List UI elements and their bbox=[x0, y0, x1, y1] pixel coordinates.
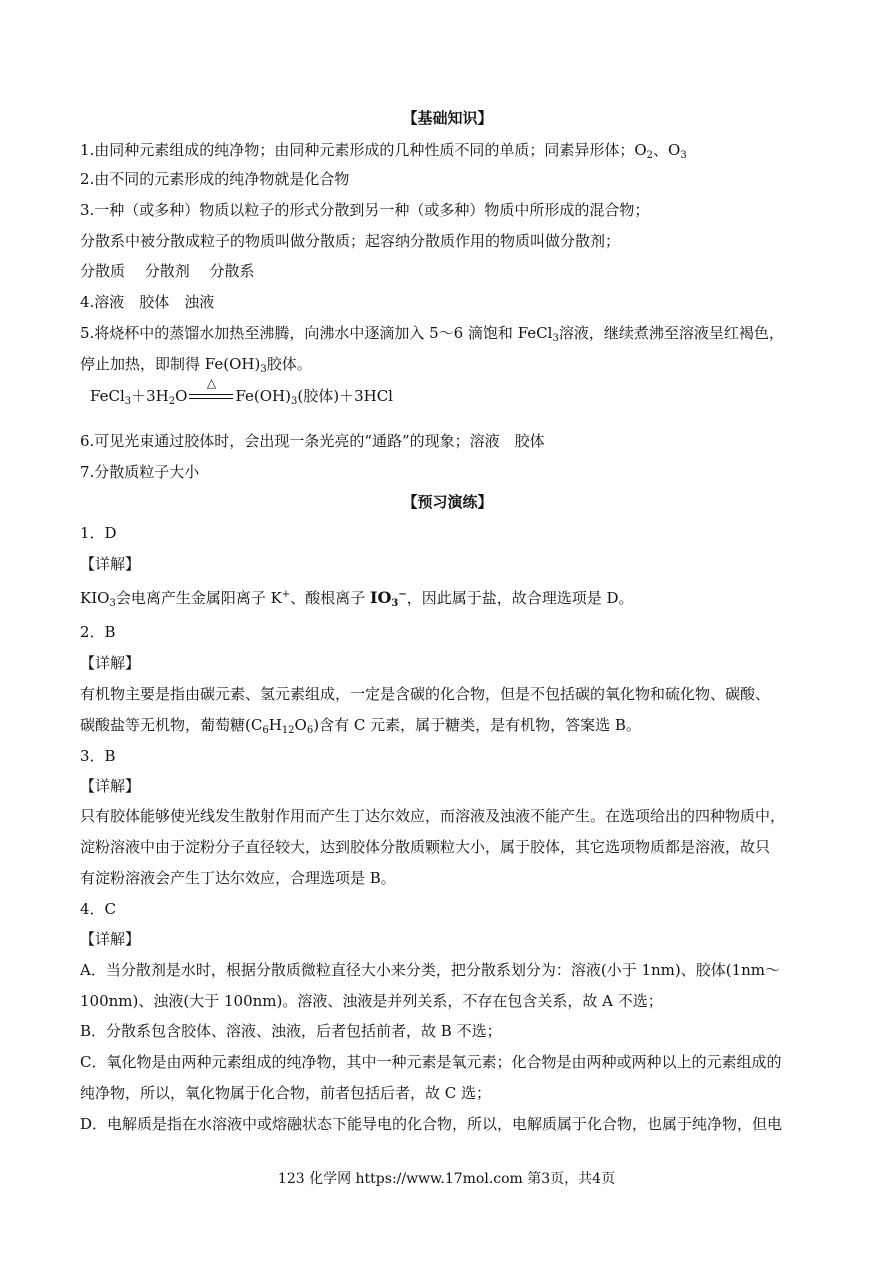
basic-line-3: 3.一种（或多种）物质以粒子的形式分散到另一种（或多种）物质中所形成的混合物； bbox=[80, 201, 650, 219]
text: Fe(OH) bbox=[235, 387, 291, 405]
answer-3-explanation-2: 淀粉溶液中由于淀粉分子直径较大，达到胶体分散质颗粒大小，属于胶体，其它选项物质都是溶液，故只 bbox=[80, 838, 771, 856]
text: )含有 C 元素，属于糖类，是有机物，答案选 B。 bbox=[313, 716, 641, 734]
subscript: 3 bbox=[260, 364, 267, 375]
detail-label: 【详解】 bbox=[80, 555, 141, 573]
subscript: 6 bbox=[306, 725, 314, 736]
answer-4: 4．C bbox=[80, 900, 117, 918]
subscript: 12 bbox=[281, 725, 295, 736]
detail-label: 【详解】 bbox=[80, 777, 141, 795]
basic-line-10: 7.分散质粒子大小 bbox=[80, 463, 200, 481]
basic-line-6: 4.溶液 胶体 浊液 bbox=[80, 293, 215, 311]
answer-4-option-b: B．分散系包含胶体、溶液、浊液，后者包括前者，故 B 不选； bbox=[80, 1022, 502, 1040]
text: H bbox=[268, 716, 282, 734]
subscript: 3 bbox=[552, 333, 559, 344]
basic-line-5: 分散质 分散剂 分散系 bbox=[80, 262, 255, 280]
superscript: + bbox=[281, 589, 291, 600]
detail-label: 【详解】 bbox=[80, 654, 141, 672]
basic-line-2: 2.由不同的元素形成的纯净物就是化合物 bbox=[80, 170, 350, 188]
text: (胶体)＋3HCl bbox=[297, 387, 393, 405]
answer-4-option-c-2: 纯净物，所以，氧化物属于化合物，前者包括后者，故 C 选； bbox=[80, 1084, 492, 1102]
answer-2-explanation-1: 有机物主要是指由碳元素、氢元素组成，一定是含碳的化合物，但是不包括碳的氧化物和硫化物、碳酸、 bbox=[80, 685, 771, 703]
answer-3-explanation-3: 有淀粉溶液会产生丁达尔效应，合理选项是 B。 bbox=[80, 869, 396, 887]
text: 1.由同种元素组成的纯净物；由同种元素形成的几种性质不同的单质；同素异形体；O bbox=[80, 141, 647, 159]
answer-2-explanation-2 bbox=[80, 715, 815, 735]
subscript: 3 bbox=[124, 396, 132, 407]
text: ，因此属于盐，故合理选项是 D。 bbox=[406, 589, 634, 607]
text: 、酸根离子 bbox=[290, 589, 370, 607]
equal-bar bbox=[189, 394, 233, 395]
answer-3: 3．B bbox=[80, 747, 116, 765]
text: O bbox=[175, 387, 188, 405]
answer-4-option-d-1: D．电解质是指在水溶液中或熔融状态下能导电的化合物，所以，电解质属于化合物，也属于纯净物，但电 bbox=[80, 1115, 783, 1133]
subscript: 3 bbox=[109, 598, 116, 609]
detail-label: 【详解】 bbox=[80, 930, 141, 948]
answer-2: 2．B bbox=[80, 623, 116, 641]
text: 、O bbox=[653, 141, 681, 159]
text: O bbox=[294, 716, 307, 734]
text: 溶液，继续煮沸至溶液呈红褐色， bbox=[558, 324, 784, 342]
text: 碳酸盐等无机物，葡萄糖(C bbox=[80, 716, 263, 734]
reaction-arrow bbox=[187, 376, 235, 407]
equal-bar bbox=[189, 398, 233, 399]
chemical-equation bbox=[90, 376, 393, 407]
superscript: − bbox=[398, 589, 407, 600]
text: FeCl bbox=[90, 387, 125, 405]
text: 胶体。 bbox=[266, 355, 312, 373]
basic-line-8 bbox=[80, 354, 815, 374]
subscript: 3 bbox=[290, 396, 298, 407]
subscript: 3 bbox=[680, 150, 687, 161]
text: 5.将烧杯中的蒸馏水加热至沸腾，向沸水中逐滴加入 5～6 滴饱和 FeCl bbox=[80, 324, 553, 342]
text: KIO bbox=[80, 589, 110, 607]
subscript: 2 bbox=[168, 396, 176, 407]
subscript: 6 bbox=[262, 725, 269, 736]
section-title-basic: 【基础知识】 bbox=[402, 109, 493, 127]
answer-1: 1．D bbox=[80, 524, 117, 542]
answer-4-option-a-1: A．当分散剂是水时，根据分散质微粒直径大小来分类，把分散系划分为：溶液(小于 1nm)、胶体(1nm～ bbox=[80, 961, 781, 979]
basic-line-7 bbox=[80, 323, 815, 343]
text: IO bbox=[369, 588, 392, 607]
subscript: 2 bbox=[646, 150, 653, 161]
text: 会电离产生金属阳离子 K bbox=[115, 589, 282, 607]
page-footer: 123 化学网 https://www.17mol.com 第3页，共4页 bbox=[277, 1171, 616, 1187]
answer-4-option-a-2: 100nm)、浊液(大于 100nm)。溶液、浊液是并列关系，不存在包含关系，故 A 不选； bbox=[80, 992, 663, 1010]
section-title-preview: 【预习演练】 bbox=[402, 493, 493, 511]
heat-condition: △ bbox=[206, 376, 217, 390]
text: ＋3H bbox=[131, 387, 169, 405]
basic-line-9: 6.可见光束通过胶体时，会出现一条光亮的“通路”的现象；溶液 胶体 bbox=[80, 432, 545, 450]
iodate-ion bbox=[370, 588, 407, 607]
subscript: 3 bbox=[391, 598, 399, 609]
answer-3-explanation-1: 只有胶体能够使光线发生散射作用而产生丁达尔效应，而溶液及浊液不能产生。在选项给出的四种物质中， bbox=[80, 807, 786, 825]
answer-1-explanation bbox=[80, 588, 815, 608]
text: 停止加热，即制得 Fe(OH) bbox=[80, 355, 261, 373]
basic-line-4: 分散系中被分散成粒子的物质叫做分散质；起容纳分散质作用的物质叫做分散剂； bbox=[80, 232, 621, 250]
basic-line-1 bbox=[80, 140, 815, 160]
answer-4-option-c-1: C．氧化物是由两种元素组成的纯净物，其中一种元素是氧元素；化合物是由两种或两种以上的元素组成的 bbox=[80, 1053, 782, 1071]
